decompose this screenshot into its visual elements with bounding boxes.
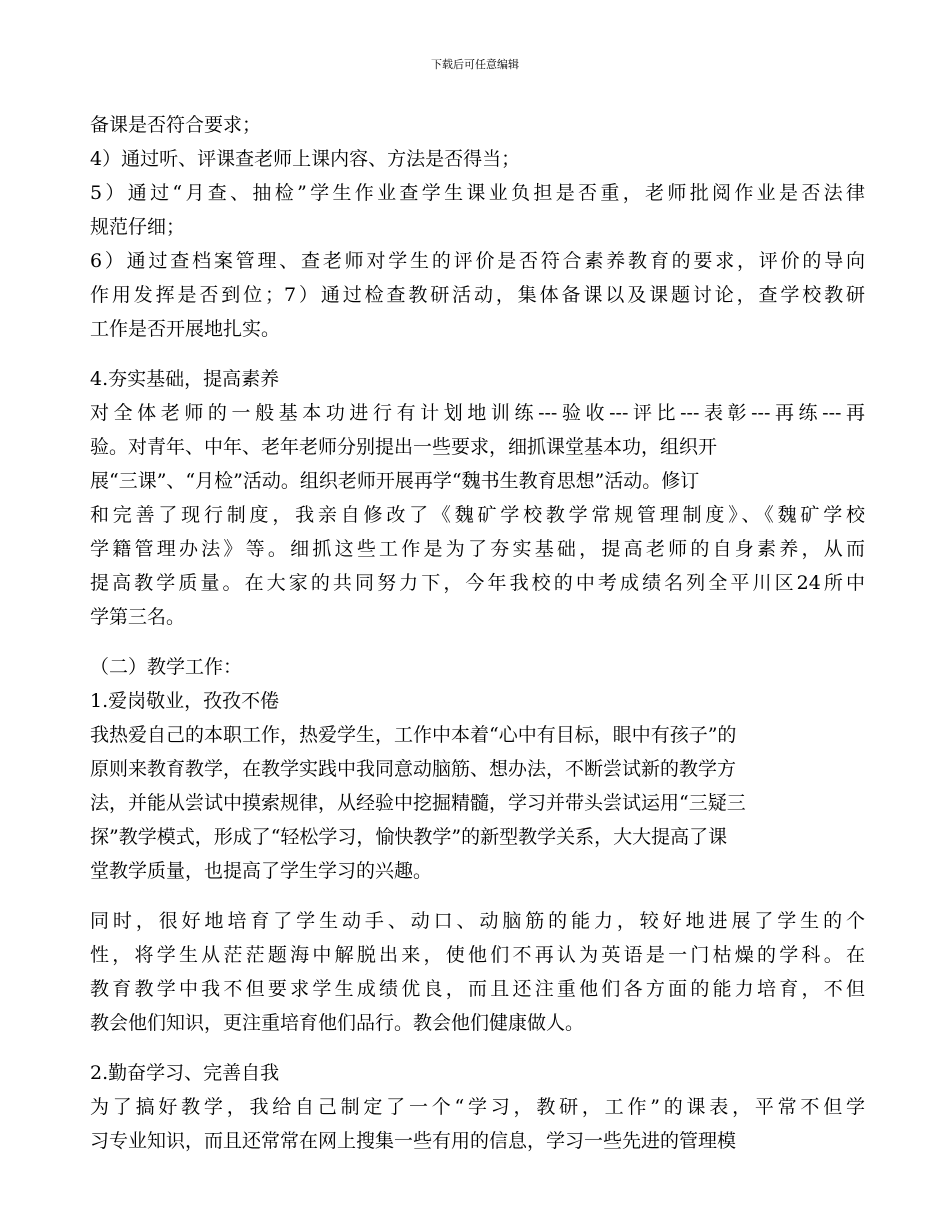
- text-line: 6）通过查档案管理、查老师对学生的评价是否符合素养教育的要求，评价的导向: [90, 250, 865, 272]
- text-line: 作用发挥是否到位；7）通过检查教研活动，集体备课以及课题讨论，查学校教研: [90, 284, 865, 306]
- text-line: 4.夯实基础，提高素养: [90, 368, 280, 390]
- paragraph: [90, 108, 865, 346]
- text-line: 4）通过听、评课查老师上课内容、方法是否得当；: [90, 148, 521, 170]
- text-line: 1.爱岗敬业，孜孜不倦: [90, 690, 280, 712]
- paragraph-gap: [90, 346, 865, 362]
- text-line: 备课是否符合要求；: [90, 114, 262, 136]
- text-line: 为了搞好教学，我给自己制定了一个“学习，教研，工作”的课表，平常不但学: [90, 1096, 865, 1118]
- text-line: 教会他们知识，更注重培育他们品行。教会他们健康做人。: [90, 1012, 585, 1034]
- paragraph: [90, 650, 865, 888]
- text-line: 验。对青年、中年、老年老师分别提出一些要求，细抓课堂基本功，组织开: [90, 436, 718, 458]
- paragraph: [90, 362, 865, 634]
- text-line: 堂教学质量，也提高了学生学习的兴趣。: [90, 860, 433, 882]
- text-line: 学第三名。: [90, 606, 186, 628]
- text-line: 工作是否开展地扎实。: [90, 318, 281, 340]
- text-line: 教育教学中我不但要求学生成绩优良，而且还注重他们各方面的能力培育，不但: [90, 978, 865, 1000]
- text-line: 提高教学质量。在大家的共同努力下，今年我校的中考成绩名列全平川区24所中: [90, 572, 865, 594]
- text-line: 我热爱自己的本职工作，热爱学生，工作中本着“心中有目标，眼中有孩子”的: [90, 724, 737, 746]
- document-body: [90, 108, 865, 1158]
- text-line: 学籍管理办法》等。细抓这些工作是为了夯实基础，提高老师的自身素养，从而: [90, 538, 865, 560]
- paragraph: [90, 904, 865, 1040]
- paragraph-gap: [90, 888, 865, 904]
- page-header: 下载后可任意编辑: [431, 58, 519, 71]
- text-line: 性，将学生从茫茫题海中解脱出来，使他们不再认为英语是一门枯燥的学科。在: [90, 944, 865, 966]
- paragraph-gap: [90, 1040, 865, 1056]
- text-line: 和完善了现行制度，我亲自修改了《魏矿学校教学常规管理制度》、《魏矿学校: [90, 504, 865, 526]
- text-line: 习专业知识，而且还常常在网上搜集一些有用的信息，学习一些先进的管理模: [90, 1130, 737, 1152]
- text-line: （二）教学工作：: [90, 656, 243, 678]
- text-line: 展“三课”、“月检”活动。组织老师开展再学“魏书生教育思想”活动。修订: [90, 470, 700, 492]
- paragraph-gap: [90, 634, 865, 650]
- text-line: 法，并能从尝试中摸索规律，从经验中挖掘精髓，学习并带头尝试运用“三疑三: [90, 792, 746, 814]
- text-line: 规范仔细；: [90, 216, 186, 238]
- text-line: 2.勤奋学习、完善自我: [90, 1062, 280, 1084]
- text-line: 5）通过“月查、抽检”学生作业查学生课业负担是否重，老师批阅作业是否法律: [90, 182, 865, 204]
- text-line: 探”教学模式，形成了“轻松学习，愉快教学”的新型教学关系，大大提高了课: [90, 826, 728, 848]
- paragraph: [90, 1056, 865, 1158]
- text-line: 原则来教育教学，在教学实践中我同意动脑筋、想办法，不断尝试新的教学方: [90, 758, 737, 780]
- text-line: 同时，很好地培育了学生动手、动口、动脑筋的能力，较好地进展了学生的个: [90, 910, 865, 932]
- text-line: 对全体老师的一般基本功进行有计划地训练---验收---评比---表彰---再练---再: [90, 402, 865, 424]
